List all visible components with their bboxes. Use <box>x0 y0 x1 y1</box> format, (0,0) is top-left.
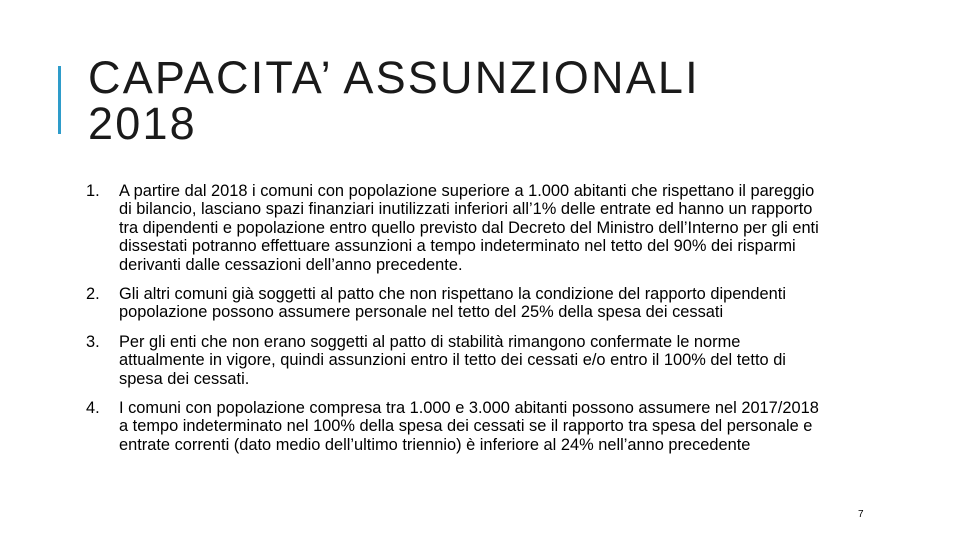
slide-title <box>88 52 908 149</box>
title-accent-bar <box>58 66 61 134</box>
list-item <box>86 285 826 322</box>
list-item-number: 2. <box>86 285 100 304</box>
list-item <box>86 182 826 274</box>
list-item <box>86 399 826 454</box>
slide-title-line-2: 2018 <box>88 98 197 149</box>
page-number: 7 <box>858 509 864 520</box>
list-item <box>86 333 826 388</box>
list-item-text: A partire dal 2018 i comuni con popolazione superiore a 1.000 abitanti che rispettano il pareggio di bilancio, lasciano spazi finanziari inutilizzati inferiori all’1% delle entrate ed hanno un rapporto tra dipendenti e popolazione entro quello previsto dal Decreto del Ministro dell’Interno per gli enti dissestati potranno effettuare assunzioni a tempo indeterminato nel tetto del 90% dei risparmi derivanti dalle cessazioni dell’anno precedente. <box>119 182 819 274</box>
slide-title-line-1: CAPACITA’ ASSUNZIONALI <box>88 52 700 103</box>
numbered-list <box>86 182 826 454</box>
list-item-text: I comuni con popolazione compresa tra 1.000 e 3.000 abitanti possono assumere nel 2017/2018 a tempo indeterminato nel 100% della spesa dei cessati se il rapporto tra spesa del personale e entrate correnti (dato medio dell’ultimo triennio) è inferiore al 24% nell’anno precedente <box>119 399 819 454</box>
list-item-number: 4. <box>86 399 100 418</box>
list-item-number: 3. <box>86 332 100 351</box>
list-item-text: Gli altri comuni già soggetti al patto che non rispettano la condizione del rapporto dipendenti popolazione possono assumere personale nel tetto del 25% della spesa dei cessati <box>119 285 786 322</box>
list-item-number: 1. <box>86 182 100 200</box>
list-item-text: Per gli enti che non erano soggetti al patto di stabilità rimangono confermate le norme attualmente in vigore, quindi assunzioni entro il tetto dei cessati e/o entro il 100% del tetto di spesa dei cessati. <box>119 332 786 388</box>
